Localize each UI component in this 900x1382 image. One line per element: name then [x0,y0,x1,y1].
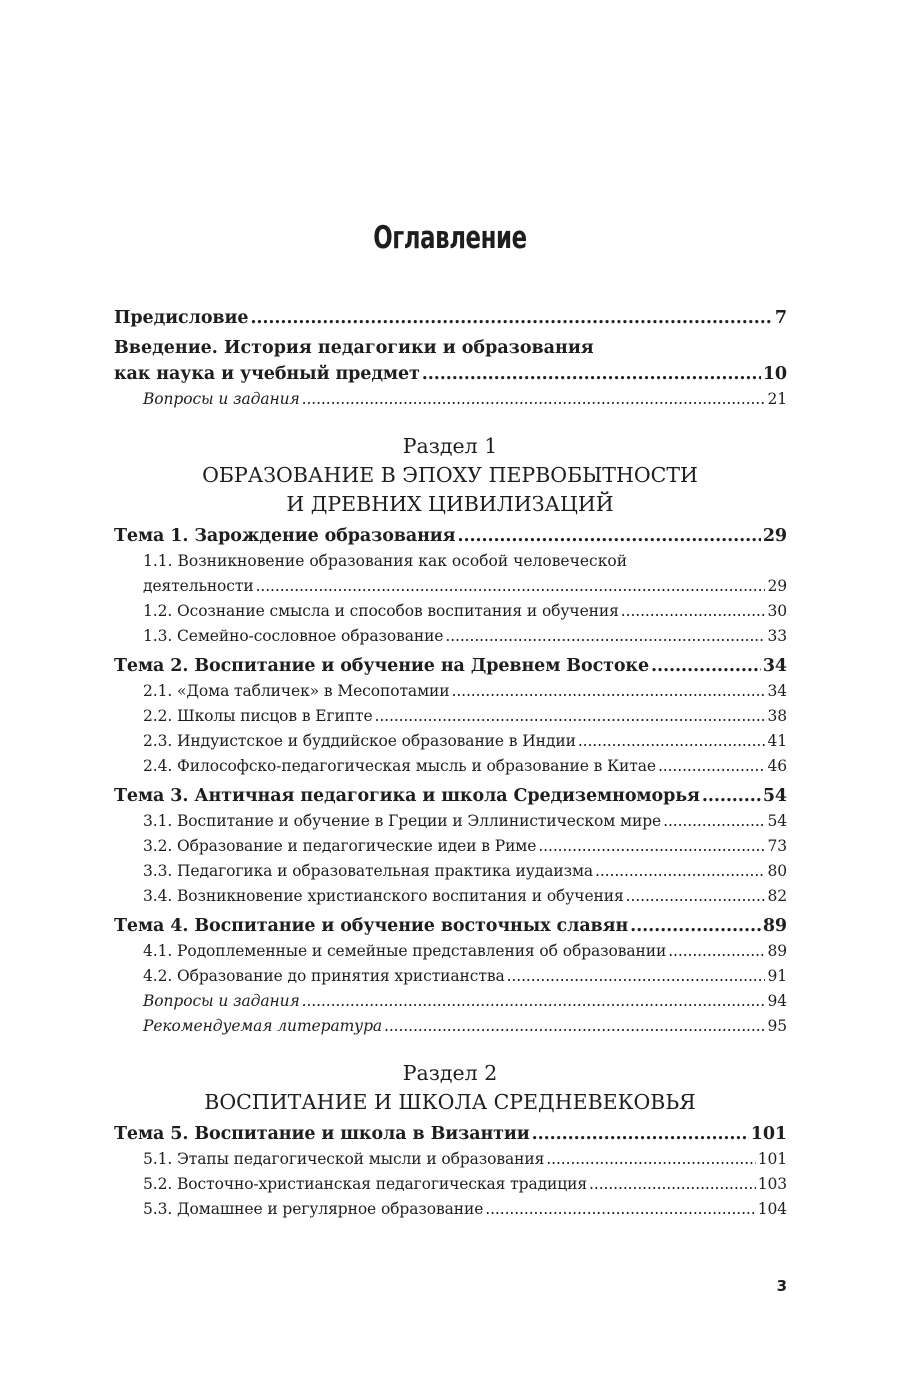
dot-leader [668,939,765,964]
toc-entry-3-2[interactable] [114,834,787,859]
section-title-line2: И ДРЕВНИХ ЦИВИЛИЗАЦИЙ [286,492,614,516]
toc-entry-5-2[interactable] [114,1172,787,1197]
page-title: Оглавление [373,220,527,256]
toc-entry-label-line2: деятельности [143,577,254,595]
toc-entry-label: 4.2. Образование до принятия христианства [143,967,505,985]
dot-leader [485,1197,755,1222]
toc-entry-page: 80 [767,862,787,880]
toc-entry-5-3[interactable] [114,1197,787,1222]
dot-leader [302,989,766,1014]
toc-entry-1-3[interactable] [114,624,787,649]
dot-leader [422,361,761,387]
toc-entry-page: 101 [757,1150,787,1168]
toc-entry-page: 41 [767,732,787,750]
dot-leader [302,387,766,412]
dot-leader [595,859,765,884]
toc-entry-label: Вопросы и задания [143,390,300,408]
toc-entry-label: Тема 3. Античная педагогика и школа Средиземноморья [114,786,700,806]
toc-entry-4-1[interactable] [114,939,787,964]
toc-entry-page: 73 [767,837,787,855]
toc-entry-intro-questions[interactable] [114,387,787,412]
toc-entry-topic-4[interactable] [114,913,787,939]
toc-entry-label: Рекомендуемая литература [143,1017,383,1035]
toc-entry-label: 2.1. «Дома табличек» в Месопотамии [143,682,450,700]
toc-entry-label: Вопросы и задания [143,992,300,1010]
toc-entry-page: 91 [767,967,787,985]
dot-leader [702,783,761,809]
dot-leader [651,653,761,679]
toc-entry-label: 4.1. Родоплеменные и семейные представления об образовании [143,942,667,960]
dot-leader [658,754,766,779]
dot-leader [250,305,773,331]
toc-entry-label: 3.2. Образование и педагогические идеи в Риме [143,837,537,855]
toc-entry-3-3[interactable] [114,859,787,884]
section-heading: Раздел 2 [402,1061,498,1085]
toc-entry-topic-3[interactable] [114,783,787,809]
page-number: 3 [776,1277,787,1295]
section-title-line1: ВОСПИТАНИЕ И ШКОЛА СРЕДНЕВЕКОВЬЯ [204,1090,696,1114]
toc-entry-page: 46 [767,757,787,775]
toc-entry-2-1[interactable] [114,679,787,704]
toc-entry-page: 10 [762,364,787,384]
toc-entry-topic-5[interactable] [114,1121,787,1147]
dot-leader [546,1147,755,1172]
toc-entry-label: Тема 2. Воспитание и обучение на Древнем Востоке [114,656,650,676]
table-of-contents [114,305,787,1222]
toc-entry-preface[interactable] [114,305,787,331]
toc-entry-label-line1: 1.1. Возникновение образования как особой человеческой [143,552,628,570]
toc-entry-page: 89 [767,942,787,960]
dot-leader [445,624,765,649]
toc-entry-page: 104 [757,1200,787,1218]
toc-entry-page: 34 [767,682,787,700]
toc-entry-label: Тема 1. Зарождение образования [114,526,456,546]
toc-entry-2-4[interactable] [114,754,787,779]
dot-leader [256,574,766,599]
toc-entry-label: 2.3. Индуистское и буддийское образование в Индии [143,732,576,750]
toc-entry-page: 34 [762,656,787,676]
dot-leader [375,704,766,729]
toc-entry-label: Предисловие [114,308,249,328]
toc-entry-introduction[interactable] [114,335,787,387]
toc-entry-3-1[interactable] [114,809,787,834]
toc-entry-label: 2.2. Школы писцов в Египте [143,707,373,725]
dot-leader [532,1121,749,1147]
toc-entry-section1-questions[interactable] [114,989,787,1014]
toc-entry-page: 95 [767,1017,787,1035]
toc-entry-5-1[interactable] [114,1147,787,1172]
toc-entry-page: 94 [767,992,787,1010]
toc-entry-label: 5.2. Восточно-христианская педагогическая традиция [143,1175,588,1193]
toc-entry-label: 1.3. Семейно-сословное образование [143,627,444,645]
toc-entry-topic-1[interactable] [114,523,787,549]
toc-entry-label: 2.4. Философско-педагогическая мысль и образование в Китае [143,757,656,775]
dot-leader [663,809,765,834]
section-title-line1: ОБРАЗОВАНИЕ В ЭПОХУ ПЕРВОБЫТНОСТИ [202,463,698,487]
toc-entry-page: 54 [767,812,787,830]
toc-entry-page: 33 [767,627,787,645]
toc-entry-page: 29 [762,526,787,546]
toc-entry-4-2[interactable] [114,964,787,989]
toc-entry-label: 1.2. Осознание смысла и способов воспитания и обучения [143,602,619,620]
toc-entry-label: Тема 5. Воспитание и школа в Византии [114,1124,530,1144]
dot-leader [452,679,766,704]
toc-entry-label-line2: как наука и учебный предмет [114,364,420,384]
toc-entry-section1-literature[interactable] [114,1014,787,1039]
dot-leader [626,884,766,909]
toc-entry-page: 54 [762,786,787,806]
toc-entry-page: 101 [750,1124,787,1144]
toc-entry-label: 5.1. Этапы педагогической мысли и образования [143,1150,545,1168]
toc-entry-page: 103 [757,1175,787,1193]
toc-entry-label: Тема 4. Воспитание и обучение восточных славян [114,916,629,936]
toc-entry-label: 3.4. Возникновение христианского воспитания и обучения [143,887,624,905]
dot-leader [507,964,766,989]
dot-leader [384,1014,765,1039]
dot-leader [589,1172,756,1197]
dot-leader [630,913,761,939]
toc-entry-page: 82 [767,887,787,905]
toc-entry-page: 30 [767,602,787,620]
section-heading: Раздел 1 [402,434,498,458]
dot-leader [578,729,766,754]
toc-entry-2-3[interactable] [114,729,787,754]
toc-entry-page: 29 [767,577,787,595]
toc-entry-label: 5.3. Домашнее и регулярное образование [143,1200,484,1218]
toc-entry-1-1[interactable] [114,549,787,599]
dot-leader [621,599,766,624]
toc-entry-page: 38 [767,707,787,725]
toc-entry-label: 3.3. Педагогика и образовательная практика иудаизма [143,862,594,880]
toc-entry-1-2[interactable] [114,599,787,624]
toc-entry-topic-2[interactable] [114,653,787,679]
toc-entry-label-line1: Введение. История педагогики и образования [114,338,594,358]
toc-entry-2-2[interactable] [114,704,787,729]
toc-entry-page: 7 [774,308,787,328]
toc-entry-3-4[interactable] [114,884,787,909]
toc-entry-page: 89 [762,916,787,936]
dot-leader [538,834,765,859]
toc-entry-label: 3.1. Воспитание и обучение в Греции и Эллинистическом мире [143,812,662,830]
toc-entry-page: 21 [767,390,787,408]
dot-leader [457,523,760,549]
